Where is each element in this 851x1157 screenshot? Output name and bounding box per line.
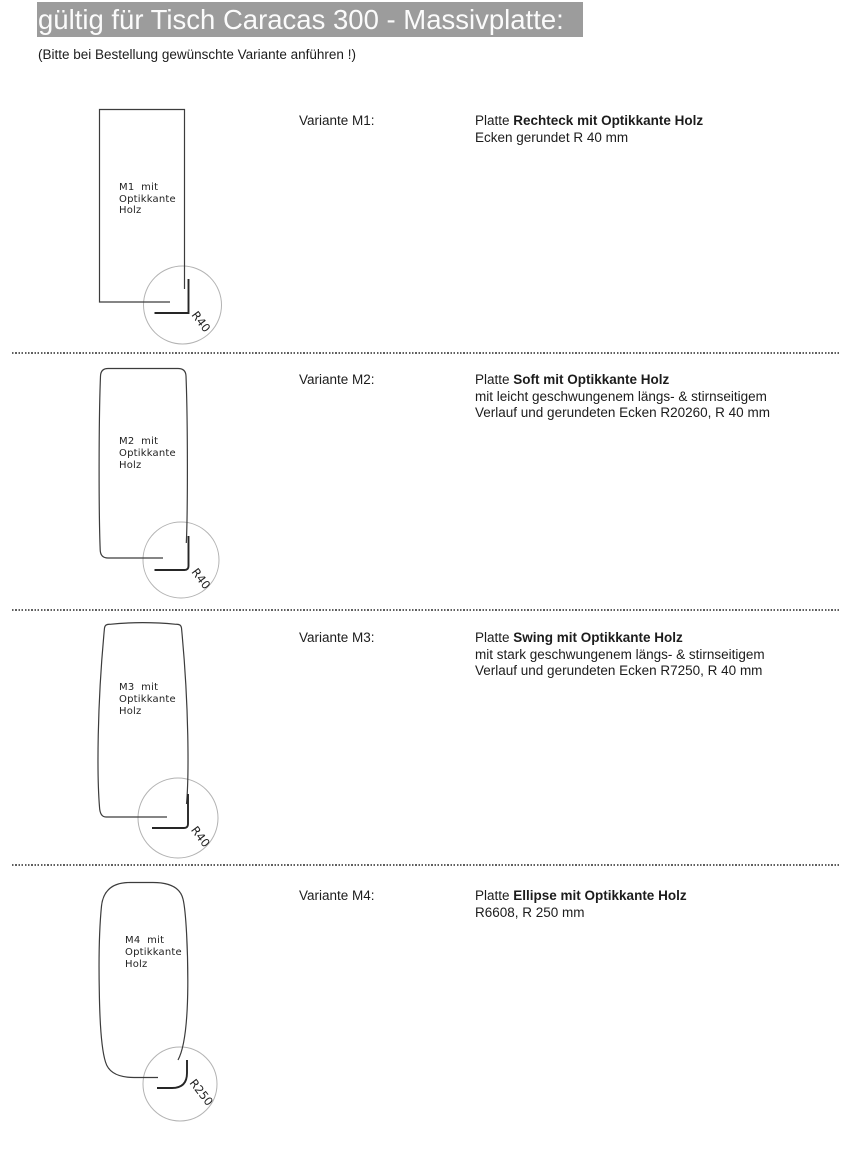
drawing-label: Holz	[119, 205, 142, 216]
description-line: Verlauf und gerundeten Ecken R20260, R 40 mm	[475, 405, 770, 420]
radius-label: R250	[186, 1076, 217, 1109]
variant-row-m4	[0, 866, 851, 1157]
variant-row-m1	[0, 100, 851, 353]
description-title: Platte Swing mit Optikkante Holz	[475, 630, 683, 645]
radius-label: R40	[188, 823, 213, 850]
variant-name: Variante M4:	[299, 888, 375, 903]
tabletop-outline-ellipse	[99, 883, 188, 1078]
description-line: R6608, R 250 mm	[475, 904, 585, 920]
radius-label: R40	[188, 565, 214, 592]
drawing-label: Holz	[125, 959, 148, 970]
tabletop-outline-soft	[99, 369, 187, 559]
variant-m1-drawing	[0, 100, 240, 353]
variant-m2-drawing	[0, 354, 240, 610]
variant-description	[475, 630, 835, 680]
tabletop-outline-swing	[98, 623, 188, 817]
description-title: Platte Ellipse mit Optikkante Holz	[475, 888, 687, 903]
description-line: mit stark geschwungenem längs- & stirnseitigem	[475, 646, 765, 662]
order-note: (Bitte bei Bestellung gewünschte Variante anführen !)	[38, 47, 356, 62]
drawing-label: M3 mit	[119, 682, 159, 693]
description-line: mit leicht geschwungenem längs- & stirnseitigem	[475, 388, 767, 404]
detail-circle	[143, 1047, 217, 1121]
description-line: Ecken gerundet R 40 mm	[475, 129, 629, 145]
description-line: Verlauf und gerundeten Ecken R7250, R 40 mm	[475, 663, 763, 678]
variant-description	[475, 372, 835, 422]
variant-m3-drawing	[0, 611, 240, 865]
drawing-label: Optikkante	[125, 947, 182, 958]
corner-detail	[155, 536, 189, 570]
variant-description	[475, 888, 835, 921]
detail-circle	[144, 266, 222, 344]
drawing-label: M1 mit	[119, 182, 159, 193]
variant-name: Variante M2:	[299, 372, 375, 387]
corner-detail	[155, 279, 189, 313]
variant-name: Variante M3:	[299, 630, 375, 645]
description-title: Platte Rechteck mit Optikkante Holz	[475, 113, 704, 128]
drawing-label: Optikkante	[119, 194, 176, 205]
corner-detail	[152, 794, 188, 828]
description-title: Platte Soft mit Optikkante Holz	[475, 372, 670, 387]
page-title: gültig für Tisch Caracas 300 - Massivplatte:	[37, 2, 583, 37]
radius-label: R40	[188, 308, 214, 335]
variant-row-m2	[0, 354, 851, 610]
drawing-label: Optikkante	[119, 694, 176, 705]
drawing-label: M4 mit	[125, 935, 165, 946]
variant-name: Variante M1:	[299, 113, 375, 128]
variant-m4-drawing	[0, 866, 240, 1157]
drawing-label: Holz	[119, 706, 142, 717]
drawing-label: M2 mit	[119, 436, 159, 447]
variant-description	[475, 113, 835, 146]
variant-row-m3	[0, 611, 851, 865]
corner-detail	[157, 1060, 187, 1088]
drawing-label: Holz	[119, 460, 142, 471]
tabletop-outline-rechteck	[100, 110, 185, 303]
drawing-label: Optikkante	[119, 448, 176, 459]
